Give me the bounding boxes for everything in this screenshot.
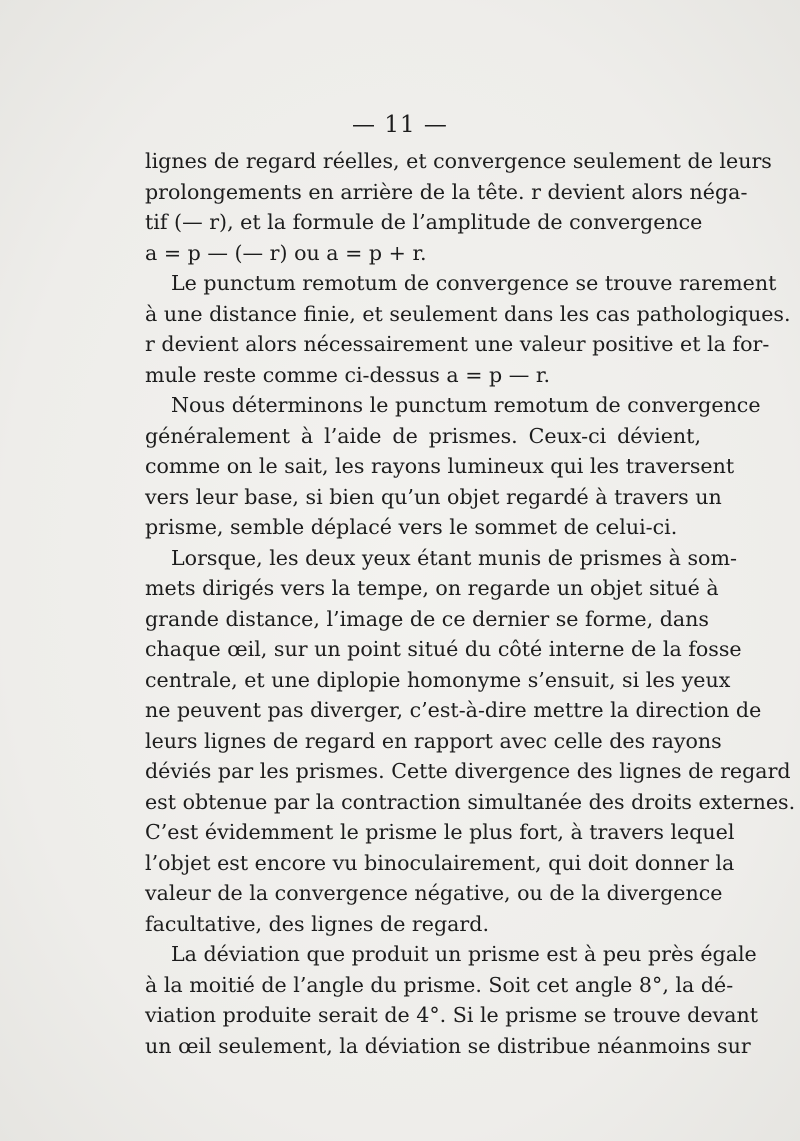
text-line: centrale, et une diplopie homonyme s’ensuit, si les yeux	[145, 667, 731, 692]
text-line: valeur de la convergence négative, ou de la divergence	[145, 881, 723, 905]
text-line: viation produite serait de 4°. Si le prisme se trouve devant	[145, 1003, 759, 1027]
text-line: déviés par les prismes. Cette divergence des lignes de regard	[145, 759, 791, 783]
paragraph	[145, 268, 791, 390]
text-line: Le punctum remotum de convergence se trouve rarement	[171, 271, 777, 295]
text-line: leurs lignes de regard en rapport avec celle des rayons	[145, 728, 722, 753]
text-line: mule reste comme ci-dessus a = p — r.	[145, 362, 551, 387]
text-line: ne peuvent pas diverger, c’est-à-dire mettre la direction de	[145, 698, 762, 722]
paragraph	[145, 390, 761, 543]
text-line: est obtenue par la contraction simultanée des droits externes.	[145, 789, 796, 814]
text-line: Lorsque, les deux yeux étant munis de prismes à som-	[171, 545, 737, 570]
text-line: vers leur base, si bien qu’un objet regardé à travers un	[145, 484, 722, 509]
text-line: mets dirigés vers la tempe, on regarde un objet situé à	[145, 576, 719, 600]
text-line: Nous déterminons le punctum remotum de convergence	[171, 393, 761, 417]
text-line: à une distance finie, et seulement dans les cas pathologiques.	[145, 301, 791, 326]
text-line: C’est évidemment le prisme le plus fort, à travers lequel	[145, 820, 735, 844]
text-line: facultative, des lignes de regard.	[145, 911, 490, 936]
text-line: prisme, semble déplacé vers le sommet de celui-ci.	[145, 515, 678, 539]
page-number: — 11 —	[352, 112, 448, 138]
text-line: à la moitié de l’angle du prisme. Soit cet angle 8°, la dé-	[145, 972, 734, 997]
text-line: chaque œil, sur un point situé du côté interne de la fosse	[145, 637, 742, 661]
text-line: a = p — (— r) ou a = p + r.	[145, 240, 427, 265]
text-line: r devient alors nécessairement une valeur positive et la for-	[145, 332, 770, 356]
paragraph	[145, 146, 772, 268]
text-line: l’objet est encore vu binoculairement, qui doit donner la	[145, 850, 735, 875]
paragraph	[145, 939, 759, 1061]
body-text	[145, 146, 796, 1061]
text-line: généralement à l’aide de prismes. Ceux-ci dévient,	[145, 423, 701, 448]
text-line: lignes de regard réelles, et convergence seulement de leurs	[145, 149, 772, 173]
text-line: grande distance, l’image de ce dernier se forme, dans	[145, 606, 709, 631]
text-line: tif (— r), et la formule de l’amplitude de convergence	[145, 210, 703, 234]
text-line: un œil seulement, la déviation se distribue néanmoins sur	[145, 1033, 751, 1058]
paragraph	[145, 543, 796, 940]
text-line: La déviation que produit un prisme est à peu près égale	[171, 942, 757, 966]
text-line: comme on le sait, les rayons lumineux qui les traversent	[145, 454, 735, 478]
text-line: prolongements en arrière de la tête. r devient alors néga-	[145, 179, 748, 204]
